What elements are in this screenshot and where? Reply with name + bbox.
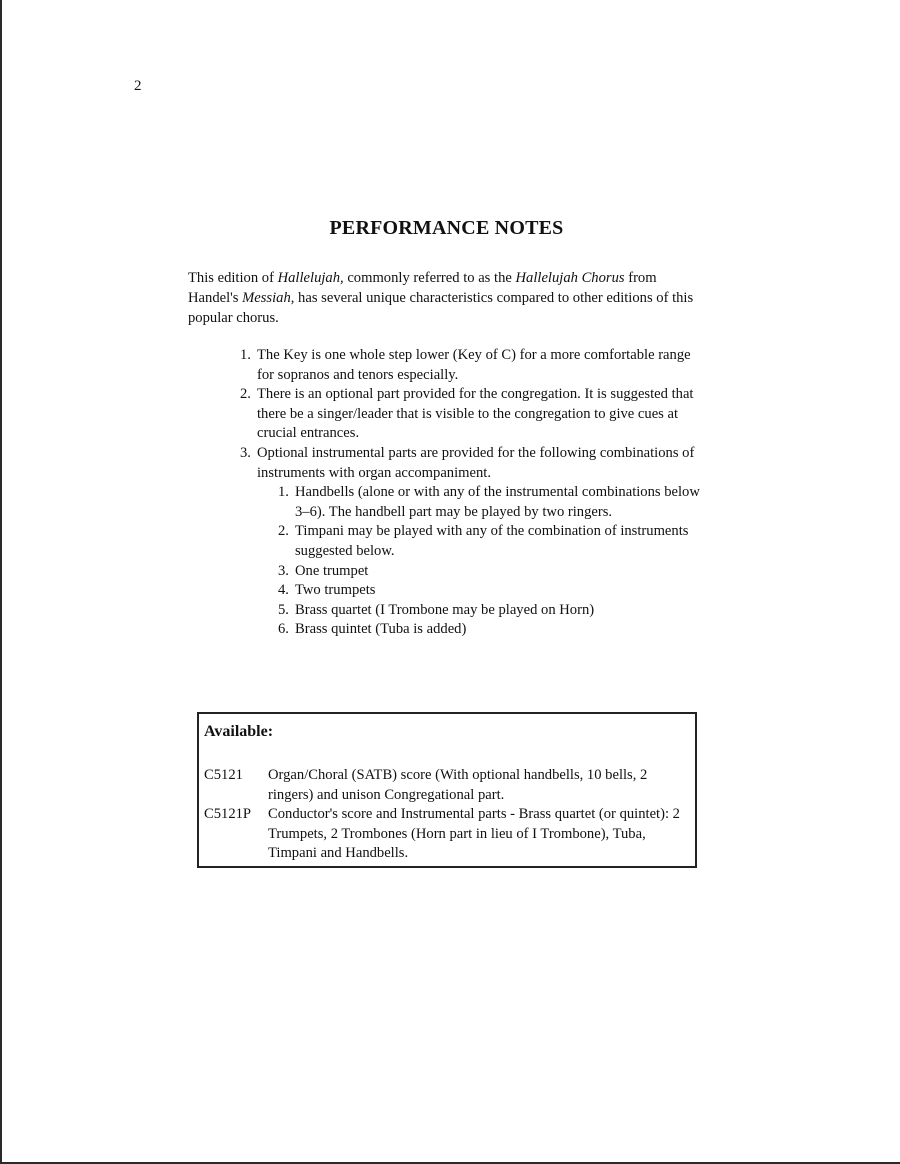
sub-note-number: 2. — [278, 523, 289, 540]
catalog-code: C5121 — [204, 767, 243, 783]
sub-note-number: 6. — [278, 621, 289, 638]
intro-italic-hallelujah-chorus: Hallelujah Chorus — [515, 270, 625, 286]
note-number: 3. — [240, 444, 251, 461]
page-title: PERFORMANCE NOTES — [329, 217, 564, 239]
sub-note-number: 1. — [278, 484, 289, 501]
note-item — [240, 444, 702, 483]
intro-text-1: This edition of — [188, 270, 278, 286]
intro-paragraph — [188, 268, 708, 328]
note-text: Optional instrumental parts are provided for the following combinations of instruments with organ accompaniment. — [257, 444, 695, 481]
availability-heading: Available: — [204, 723, 274, 740]
note-number: 1. — [240, 347, 251, 363]
intro-text-4: has several unique characteristics compared to other editions of this popular chorus. — [188, 290, 694, 326]
availability-box — [197, 712, 697, 868]
sub-note-item — [278, 522, 702, 561]
sub-note-number: 4. — [278, 582, 289, 599]
note-item — [240, 346, 702, 385]
note-item — [240, 385, 702, 444]
availability-item — [204, 805, 692, 864]
sub-note-text: One trumpet — [295, 562, 369, 579]
intro-italic-messiah: Messiah, — [242, 290, 295, 306]
sub-notes-list — [278, 483, 702, 640]
note-text: The Key is one whole step lower (Key of C) for a more comfortable range for sopranos and tenors especially. — [257, 347, 691, 383]
sub-note-number: 3. — [278, 562, 289, 579]
intro-italic-hallelujah: Hallelujah, — [277, 270, 344, 286]
sub-note-item — [278, 620, 702, 640]
page-left-edge — [0, 0, 2, 1164]
sub-note-text: Handbells (alone or with any of the instrumental combinations below 3–6). The handbell part may be played by two ringers. — [295, 484, 700, 520]
intro-text-2: commonly referred to as the — [343, 270, 516, 286]
sub-note-item — [278, 562, 702, 582]
availability-item — [204, 766, 692, 805]
sub-note-item — [278, 483, 702, 522]
sub-note-text: Brass quintet (Tuba is added) — [295, 621, 467, 638]
sub-note-number: 5. — [278, 601, 289, 618]
catalog-description: Conductor's score and Instrumental parts - Brass quartet (or quintet): 2 Trumpets, 2 Trombones (Horn part in lieu of I Trombone), Tuba, Timpani and Handbells. — [268, 806, 680, 862]
note-number: 2. — [240, 386, 251, 403]
sub-note-text: Brass quartet (I Trombone may be played on Horn) — [295, 601, 595, 618]
sub-note-text: Timpani may be played with any of the combination of instruments suggested below. — [295, 523, 689, 559]
sub-note-item — [278, 581, 702, 601]
catalog-code: C5121P — [204, 806, 252, 822]
page-number: 2 — [134, 78, 142, 94]
notes-list — [240, 346, 702, 640]
sub-note-text: Two trumpets — [295, 582, 376, 599]
sub-note-item — [278, 601, 702, 621]
catalog-description: Organ/Choral (SATB) score (With optional handbells, 10 bells, 2 ringers) and unison Congregational part. — [268, 767, 648, 803]
note-text: There is an optional part provided for the congregation. It is suggested that there be a singer/leader that is visible to the congregation to give cues at crucial entrances. — [257, 386, 694, 442]
intro-text-3: from Handel's — [188, 270, 657, 306]
